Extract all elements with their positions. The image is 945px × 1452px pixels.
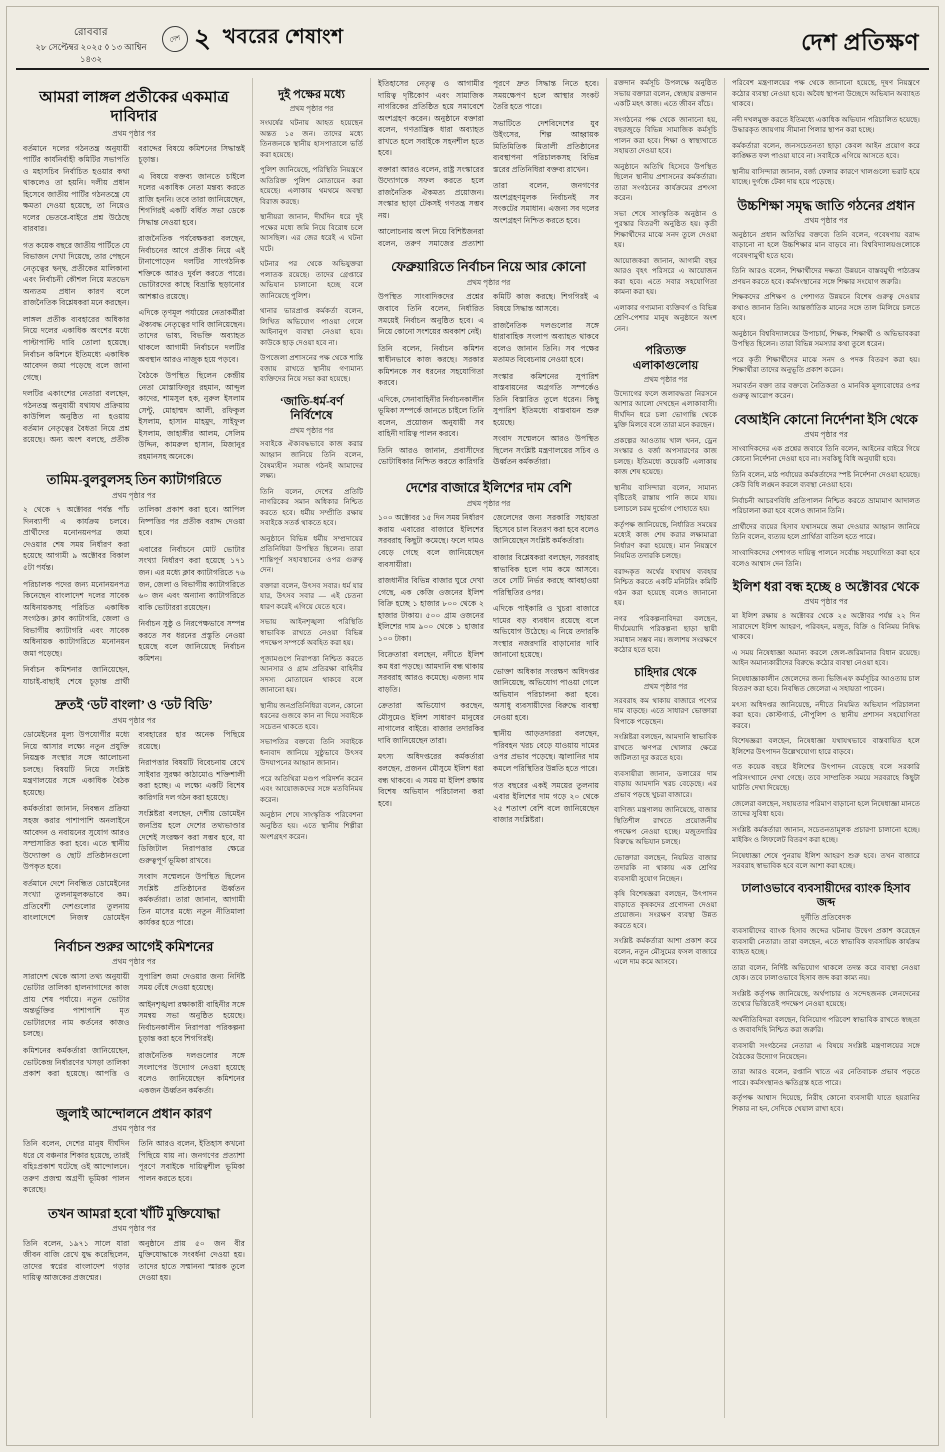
page-number: ২ — [194, 23, 211, 53]
paragraph: ১০০ অক্টোবর ১৫ দিন সময় নির্ধারণ করায় এবারের বাজারে ইলিশের সরবরাহ কিছুটা কমেছে। ফলে দামও বেড়ে গেছে বলে জানিয়েছেন ব্যবসায়ীরা। — [378, 513, 484, 569]
paragraph: উপজেলা প্রশাসনের পক্ষ থেকে শান্তি বজায় রাখতে স্থানীয় গণ্যমান্য ব্যক্তিদের নিয়ে সভা করা হয়েছে। — [260, 354, 363, 384]
paragraph: তিনি বলেন, ১৯৭১ সালে যারা জীবন বাজি রেখে যুদ্ধ করেছিলেন, তাদের স্বপ্নের বাংলাদেশ গড়ার দায়িত্ব আজকের প্রজন্মের। — [23, 1238, 130, 1283]
paragraph: সভায় আইনশৃঙ্খলা পরিস্থিতি স্বাভাবিক রাখতে নেওয়া বিভিন্ন পদক্ষেপ সম্পর্কে অবহিত করা হয়। — [260, 618, 363, 648]
paragraph: পুলিশ জানিয়েছে, পরিস্থিতি নিয়ন্ত্রণে অতিরিক্ত পুলিশ মোতায়েন করা হয়েছে। এলাকায় থমথমে অবস্থা বিরাজ করছে। — [260, 166, 363, 206]
paragraph: সংশ্লিষ্ট কর্মকর্তারা জানান, সচেতনতামূলক প্রচারণা চালানো হচ্ছে। মাইকিং ও লিফলেট বিতরণ করা হচ্ছে। — [732, 825, 920, 845]
publication-day: রোববার — [74, 27, 108, 38]
paragraph: অনুষ্ঠানে প্রায় ৫০ জন বীর মুক্তিযোদ্ধাকে সংবর্ধনা দেওয়া হয়। তাদের হাতে সম্মাননা স্মারক তুলে দেওয়া হয়। — [138, 1238, 245, 1283]
paragraph: এ সময় নিষেধাজ্ঞা অমান্য করলে জেল-জরিমানার বিধান রয়েছে। আইন অমান্যকারীদের বিরুদ্ধে কঠোর ব্যবস্থা নেওয়া হবে। — [732, 648, 920, 668]
paragraph: কমিশনের কর্মকর্তারা জানিয়েছেন, ভোটকেন্দ্র নির্ধারণের খসড়া তালিকা প্রকাশ করা হয়েছে। আপত্তি ও সুপারিশ জমা দেওয়ার জন্য নির্দিষ্ট সময় বেঁধে দেওয়া হয়েছে। — [23, 971, 245, 1079]
article-headline: দুই পক্ষের মধ্যে — [278, 89, 345, 101]
paragraph: গত কয়েক বছরে জাতীয় পার্টিতে যে বিভাজন দেখা দিয়েছে, তার পেছনে নেতৃত্বের দ্বন্দ্ব, প্রতীকের মালিকানা এবং নির্বাচনী কৌশল নিয়ে মতভেদ অন্যতম প্রধান কারণ বলে রাজনৈতিক বিশ্লেষকরা মনে করছেন। — [23, 240, 130, 308]
paragraph: এদিকে পাইকারি ও খুচরা বাজারে দামের বড় ব্যবধান রয়েছে বলে অভিযোগ উঠেছে। এ নিয়ে তদারকি সংস্থার নজরদারি বাড়ানোর দাবি জানানো হয়েছে। — [493, 604, 599, 660]
paragraph: এলাকার গণ্যমান্য ব্যক্তিবর্গ ও বিভিন্ন শ্রেণি-পেশার মানুষ অনুষ্ঠানে অংশ নেন। — [614, 303, 717, 333]
paragraph: এবারের নির্বাচনে মোট ভোটার সংখ্যা নির্ধারণ করা হয়েছে ১৭১ জন। এর মধ্যে ক্লাব ক্যাটাগরিতে ৭৬ জন, জেলা ও বিভাগীয় ক্যাটাগরিতে ৬০ জন এবং অন্যান্য ক্যাটাগরিতে বাকি ভোটাররা রয়েছেন। — [138, 544, 245, 612]
paragraph: পরে কৃতী শিক্ষার্থীদের মাঝে সনদ ও পদক বিতরণ করা হয়। শিক্ষার্থীরা তাদের অনুভূতি প্রকাশ করেন। — [732, 355, 920, 375]
article-columns — [16, 78, 929, 1418]
paragraph: নিষেধাজ্ঞা শেষে পুনরায় ইলিশ আহরণ শুরু হবে। তখন বাজারে সরবরাহ স্বাভাবিক হবে বলে আশা করা হচ্ছে। — [732, 851, 920, 871]
paragraph: ক্রেতারা অভিযোগ করছেন, মৌসুমেও ইলিশ সাধারণ মানুষের নাগালের বাইরে। বাজার তদারকির দাবি জানিয়েছেন তারা। — [378, 701, 484, 745]
article-byline: দুর্নীতি প্রতিবেদক — [801, 912, 851, 922]
paragraph: মৎস্য অধিদপ্তরের কর্মকর্তারা বলছেন, প্রজনন মৌসুমে ইলিশ ধরা বন্ধ থাকবে। এ সময় মা ইলিশ রক্ষায় বিশেষ অভিযান পরিচালনা করা হবে। — [378, 752, 484, 808]
paragraph: পরিচালক পদের জন্য মনোনয়নপত্র কিনেছেন বাংলাদেশ দলের সাবেক অধিনায়কসহ পরিচিত একাধিক সংগঠক। ক্লাব ক্যাটাগরি, জেলা ও বিভাগীয় ক্যাটাগরি এবং সাবেক অধিনায়ক ক্যাটাগরিতে মনোনয়ন জমা পড়েছে। — [23, 579, 130, 658]
article-headline: দেশের বাজারে ইলিশের দাম বেশি — [405, 480, 572, 496]
paragraph: এদিকে তৃণমূল পর্যায়ের নেতাকর্মীরা ঐক্যবদ্ধ নেতৃত্বের দাবি জানিয়েছেন। তাদের ভাষ্য, বিভক্তি অব্যাহত থাকলে আগামী নির্বাচনে দলটির অবস্থান আরও নাজুক হয়ে পড়বে। — [138, 308, 245, 364]
paragraph: ব্যবসায়ী সংগঠনের নেতারা এ বিষয়ে সংশ্লিষ্ট মন্ত্রণালয়ের সঙ্গে বৈঠকের উদ্যোগ নিয়েছেন। — [732, 1041, 920, 1061]
paragraph: সারাদেশ থেকে আসা তথ্য অনুযায়ী ভোটার তালিকা হালনাগাদের কাজ প্রায় শেষ পর্যায়ে। নতুন ভোটার অন্তর্ভুক্তির পাশাপাশি মৃত ভোটারদের নাম কর্তনের কাজও চলছে। — [23, 971, 130, 1039]
article-byline: প্রথম পৃষ্ঠার পর — [643, 682, 688, 692]
paragraph: পরে অতিথিরা মণ্ডপ পরিদর্শন করেন এবং আয়োজকদের সঙ্গে মতবিনিময় করেন। — [260, 774, 363, 804]
paragraph: তারা আরও বলেন, রপ্তানি খাতে এর নেতিবাচক প্রভাব পড়তে পারে। কর্মসংস্থানও ক্ষতিগ্রস্ত হতে পারে। — [732, 1068, 920, 1087]
paragraph: ব্যবসায়ীদের ব্যাংক হিসাব জব্দের ঘটনায় উদ্বেগ প্রকাশ করেছেন ব্যবসায়ী নেতারা। তারা বলছেন, এতে স্বাভাবিক ব্যবসায়িক কার্যক্রম ব্যাহত হচ্ছে। — [732, 927, 920, 957]
paragraph: সংগঠনের পক্ষ থেকে জানানো হয়, বছরজুড়ে বিভিন্ন সামাজিক কর্মসূচি পালন করা হবে। শিক্ষা ও স্বাস্থ্যখাতে সহায়তা দেওয়া হবে। — [614, 115, 717, 156]
article-byline: প্রথম পৃষ্ঠার পর — [112, 490, 156, 500]
article-body — [23, 1138, 245, 1196]
article-body — [378, 512, 599, 825]
paragraph: লাঙ্গল প্রতীক ব্যবহারের অধিকার নিয়ে দলের একাধিক অংশের মধ্যে পাল্টাপাল্টি দাবি তোলা হয়েছে। নির্বাচন কমিশনে ইতিমধ্যে একাধিক আবেদন জমা পড়েছে বলে জানা গেছে। — [23, 314, 130, 382]
article-headline: চাহিদার থেকে — [634, 666, 697, 679]
article-body — [378, 291, 599, 470]
paragraph: বিশেষজ্ঞরা বলছেন, নিষেধাজ্ঞা যথাযথভাবে বাস্তবায়িত হলে ইলিশের উৎপাদন উল্লেখযোগ্য হারে বাড়বে। — [732, 737, 920, 756]
paragraph: রাজনৈতিক পর্যবেক্ষকরা বলছেন, নির্বাচনের আগে প্রতীক নিয়ে এই টানাপোড়েন দলটির সাংগঠনিক শক্তিকে আরও দুর্বল করতে পারে। ভোটারদের কাছে বিভ্রান্তি ছড়ানোর আশঙ্কাও রয়েছে। — [138, 234, 245, 301]
paragraph: সংস্কার কমিশনের সুপারিশ বাস্তবায়নের অগ্রগতি সম্পর্কেও তিনি বিস্তারিত তুলে ধরেন। কিছু সুপারিশ ইতিমধ্যে বাস্তবায়ন শুরু হয়েছে। — [493, 371, 599, 427]
paragraph: বর্তমানে দলের গঠনতন্ত্র অনুযায়ী পার্টির কার্যনির্বাহী কমিটির সভাপতি ও মহাসচিব নির্বাচিত হওয়ার কথা থাকলেও তা হয়নি। দলীয় প্রধান হিসেবে জাতীয় পার্টির গঠনতন্ত্রে যে ক্ষমতা দেওয়া হয়েছে, তা নিয়েও দলের ভেতরে-বাইরে প্রশ্ন উঠেছে বারবার। — [23, 143, 130, 234]
column-3 — [370, 78, 606, 1418]
paragraph: তিনি বলেন, মাঠ পর্যায়ের কর্মকর্তাদের স্পষ্ট নির্দেশনা দেওয়া হয়েছে। কেউ বিধি লঙ্ঘন করলে ব্যবস্থা নেওয়া হবে। — [732, 470, 920, 490]
article-headline: জুলাই আন্দোলনে প্রধান কারণ — [56, 1106, 212, 1122]
paragraph: সভাটিতে দেশবিদেশের যুব উইংসের, শিল্প আহ্বায়ক মিতিমিতিক মিতালী প্রতিষ্ঠানের ব্যবস্থাপনা পরিচালকসহ বিভিন্ন স্তরের প্রতিনিধিরা বক্তব্য রাখেন। — [493, 118, 599, 174]
paragraph: সংশ্লিষ্টরা বলছেন, দেশীয় ডোমেইন জনপ্রিয় হলে দেশের তথ্যভাণ্ডার দেশেই সংরক্ষণ করা সম্ভব হবে, যা ডিজিটাল নিরাপত্তার ক্ষেত্রে গুরুত্বপূর্ণ ভূমিকা রাখবে। — [138, 809, 245, 865]
paragraph: শিক্ষকদের প্রশিক্ষণ ও পেশাগত উন্নয়নে বিশেষ গুরুত্ব দেওয়ার কথাও জানান তিনি। আন্তর্জাতিক মানের সঙ্গে তাল মিলিয়ে চলতে হবে। — [732, 293, 920, 323]
paragraph: তিনি আরও বলেন, ইতিহাস কখনো পিছিয়ে যায় না। জনগণের প্রত্যাশা পূরণে সবাইকে দায়িত্বশীল ভূমিকা পালন করতে হবে। — [138, 1139, 245, 1183]
article-byline: প্রথম পৃষ্ঠার পর — [289, 425, 334, 435]
column-2 — [252, 78, 370, 1418]
paragraph: এ বিষয়ে বক্তব্য জানতে চাইলে দলের একাধিক নেতা মন্তব্য করতে রাজি হননি। তবে তারা জানিয়েছেন, শিগগিরই একটি বর্ধিত সভা ডেকে সিদ্ধান্ত নেওয়া হবে। — [138, 171, 245, 227]
paragraph: সভা শেষে সাংস্কৃতিক অনুষ্ঠান ও পুরস্কার বিতরণী অনুষ্ঠিত হয়। কৃতী শিক্ষার্থীদের মাঝে সনদ তুলে দেওয়া হয়। — [614, 209, 717, 250]
brand-name: দেশ প্রতিক্ষণ — [801, 30, 919, 55]
paragraph: কর্মকর্তারা জানান, নিবন্ধন প্রক্রিয়া সহজ করার পাশাপাশি অনলাইনে আবেদন ও নবায়নের সুযোগ আরও সম্প্রসারিত করা হবে। এতে স্থানীয় উদ্যোক্তা ও ছোট প্রতিষ্ঠানগুলো উপকৃত হবে। — [23, 804, 130, 872]
paragraph: ইতিহাসের নেতৃত্ব ও আগামীর দায়িত্ব দৃষ্টিকোণ এবং সামাজিক নাগরিকের প্রতিষ্ঠিত হয়ে সমাবেশে অংশগ্রহণ করেন। অনুষ্ঠানে বক্তারা বলেন, গণতান্ত্রিক ধারা অব্যাহত রাখতে হলে সবাইকে সহনশীল হতে হবে। — [378, 79, 484, 158]
masthead-section-block — [162, 20, 801, 55]
article-byline: প্রথম পৃষ্ঠার পর — [804, 597, 848, 607]
paragraph: সাংবাদিকদের পেশাগত দায়িত্ব পালনে সর্বোচ্চ সহযোগিতা করা হবে বলেও আশ্বাস দেন তিনি। — [732, 548, 920, 568]
article-body — [23, 143, 245, 463]
paragraph: অনুষ্ঠানে বিশ্ববিদ্যালয়ের উপাচার্য, শিক্ষক, শিক্ষার্থী ও অভিভাবকরা উপস্থিত ছিলেন। তারা বিভিন্ন সমস্যার কথা তুলে ধরেন। — [732, 329, 920, 349]
paragraph: বাজার বিশ্লেষকরা বলছেন, সরবরাহ স্বাভাবিক হলে দাম কমে আসবে। তবে সেটি নির্ভর করছে আবহাওয়া পরিস্থিতির ওপর। — [493, 552, 599, 597]
article-headline: আমরা লাঙ্গল প্রতীকের একমাত্র দাবিদার — [39, 89, 229, 126]
paragraph: স্থানীয় জনপ্রতিনিধিরা বলেন, কোনো ধরনের গুজবে কান না দিয়ে সবাইকে সচেতন থাকতে হবে। — [260, 701, 363, 731]
paragraph: ভোক্তা অধিকার সংরক্ষণ অধিদপ্তর জানিয়েছে, অভিযোগ পাওয়া গেলে অভিযান পরিচালনা করা হবে। অসাধু ব্যবসায়ীদের বিরুদ্ধে ব্যবস্থা নেওয়া হবে। — [493, 666, 599, 722]
article-headline: পরিত্যক্ত এলাকাগুলোয় — [632, 345, 699, 372]
masthead — [16, 14, 929, 70]
masthead-brand-block — [801, 20, 919, 63]
column-1 — [16, 78, 252, 1418]
paragraph: অনুষ্ঠানে বিভিন্ন ধর্মীয় সম্প্রদায়ের প্রতিনিধিরা উপস্থিত ছিলেন। তারা শান্তিপূর্ণ সহাবস্থানের ওপর গুরুত্ব দেন। — [260, 534, 363, 575]
paragraph: স্থানীয় বাসিন্দারা বলেন, সামান্য বৃষ্টিতেই রাস্তায় পানি জমে যায়। চলাচলে চরম দুর্ভোগ পোহাতে হয়। — [614, 483, 717, 513]
article-byline: প্রথম পৃষ্ঠার পর — [804, 215, 848, 225]
paragraph: অনুষ্ঠান শেষে সাংস্কৃতিক পরিবেশনা অনুষ্ঠিত হয়। এতে স্থানীয় শিল্পীরা অংশগ্রহণ করেন। — [260, 811, 363, 841]
article-body — [378, 78, 599, 249]
paragraph: তারা বলেন, নির্দিষ্ট অভিযোগ থাকলে তদন্ত করে ব্যবস্থা নেওয়া হোক। তবে ঢালাওভাবে হিসাব জব্দ করা কাম্য নয়। — [732, 963, 920, 983]
paragraph: সাংবাদিকদের এক প্রশ্নের জবাবে তিনি বলেন, আইনের বাইরে গিয়ে কোনো নির্দেশনা দেওয়া হবে না। সবকিছু বিধি অনুযায়ী হবে। — [732, 444, 920, 464]
article-headline: তামিম-বুলবুলসহ তিন ক্যাটাগরিতে — [46, 472, 222, 488]
paragraph: অনুষ্ঠানে প্রধান অতিথির বক্তব্যে তিনি বলেন, গবেষণায় বরাদ্দ বাড়ানো না হলে উচ্চশিক্ষার মান বাড়বে না। বিশ্ববিদ্যালয়গুলোকে গবেষণামুখী হতে হবে। — [732, 230, 920, 260]
article-byline: প্রথম পৃষ্ঠার পর — [289, 104, 334, 114]
page-number-group — [162, 23, 211, 53]
paragraph: সংবাদ সম্মেলনে উপস্থিত ছিলেন সংশ্লিষ্ট প্রতিষ্ঠানের ঊর্ধ্বতন কর্মকর্তারা। তারা জানান, আগামী তিন মাসের মধ্যে নতুন নীতিমালা কার্যকর হতে পারে। — [138, 872, 245, 928]
paragraph: উদ্যোগের ফলে জলাবদ্ধতা নিরসনে আশার আলো দেখছেন এলাকাবাসী। দীর্ঘদিন ধরে চলা ভোগান্তি থেকে মুক্তি মিলবে বলে তারা মনে করছেন। — [614, 389, 717, 430]
paragraph: নির্বাচন সুষ্ঠু ও নিরপেক্ষভাবে সম্পন্ন করতে সব ধরনের প্রস্তুতি নেওয়া হয়েছে বলে জানিয়েছে নির্বাচন কমিশন। — [138, 619, 245, 663]
paragraph: জেলেদের জন্য সরকারি সহায়তা হিসেবে চাল বিতরণ করা হবে বলেও জানিয়েছেন সংশ্লিষ্ট কর্মকর্তারা। — [493, 513, 599, 546]
paragraph: তারা বলেন, জনগণের অংশগ্রহণমূলক নির্বাচনই সব সংকটের সমাধান। এজন্য সব দলের অংশগ্রহণ নিশ্চিত করতে হবে। — [493, 181, 599, 225]
article-headline: ফেব্রুয়ারিতে নির্বাচন নিয়ে আর কোনো — [391, 259, 586, 275]
paragraph: তিনি বলেন, দেশের মানুষ দীর্ঘদিন ধরে যে বঞ্চনার শিকার হয়েছে, তারই বহিঃপ্রকাশ ঘটেছে ওই আন্দোলনে। তরুণ প্রজন্ম অগ্রণী ভূমিকা পালন করেছে। — [23, 1139, 130, 1195]
paragraph: নিষেধাজ্ঞাকালীন জেলেদের জন্য ভিজিএফ কর্মসূচির আওতায় চাল বিতরণ করা হবে। নিবন্ধিত জেলেরা এ সহায়তা পাবেন। — [732, 674, 920, 694]
paragraph: ভোক্তারা বলছেন, নিয়মিত বাজার তদারকি না থাকায় এক শ্রেণির ব্যবসায়ী সুযোগ নিচ্ছেন। — [614, 853, 717, 883]
paragraph: বৈঠকে উপস্থিত ছিলেন কেন্দ্রীয় নেতা মোস্তাফিজুর রহমান, আব্দুল কাদের, শামসুল হক, নুরুল ইসলাম সেন্টু, মোহাম্মদ আলী, রফিকুল ইসলাম, হাসান মাহমুদ, সাইফুল ইসলাম, জাহাঙ্গীর আলম, সেলিম উদ্দিন, কামরুল হাসান, মিজানুর রহমানসহ অনেকে। — [138, 371, 245, 461]
paragraph: মৎস্য অধিদপ্তর জানিয়েছে, নদীতে নিয়মিত অভিযান পরিচালনা করা হবে। কোস্টগার্ড, নৌপুলিশ ও স্থানীয় প্রশাসন সহযোগিতা করবে। — [732, 700, 920, 730]
paragraph: বক্তারা বলেন, উৎসব সবার। ধর্ম যার যার, উৎসব সবার — এই চেতনা ধারণ করেই এগিয়ে যেতে হবে। — [260, 581, 363, 611]
article-headline: ইলিশ ধরা বন্ধ হচ্ছে ৪ অক্টোবর থেকে — [732, 579, 920, 595]
paragraph: কর্মকর্তারা বলেন, জনসচেতনতা ছাড়া কেবল আইন প্রয়োগ করে কাঙ্ক্ষিত ফল পাওয়া যাবে না। সবাইকে এগিয়ে আসতে হবে। — [732, 141, 920, 161]
paragraph: গত কয়েক বছরে ইলিশের উৎপাদন বেড়েছে বলে সরকারি পরিসংখ্যানে দেখা গেছে। তবে সাম্প্রতিক সময়ে সরবরাহে কিছুটা ঘাটতি দেখা দিয়েছে। — [732, 763, 920, 793]
article-headline: উচ্চশিক্ষা সমৃদ্ধ জাতি গঠনের প্রধান — [737, 197, 915, 213]
paragraph: স্থানীয় আড়তদাররা বলছেন, পরিবহন খরচ বেড়ে যাওয়ায় দামের ওপর প্রভাব পড়েছে। জ্বালানির দাম কমলে পরিস্থিতির উন্নতি হতে পারে। — [493, 729, 599, 773]
article-byline: প্রথম পৃষ্ঠার পর — [112, 957, 156, 967]
paragraph: থানার ভারপ্রাপ্ত কর্মকর্তা বলেন, লিখিত অভিযোগ পাওয়া গেলে আইনানুগ ব্যবস্থা নেওয়া হবে। কাউকে ছাড় দেওয়া হবে না। — [260, 307, 363, 347]
paragraph: তিনি আরও বলেন, শিক্ষার্থীদের দক্ষতা উন্নয়নে বাস্তবমুখী পাঠ্যক্রম প্রণয়ন করতে হবে। কর্মসংস্থানের সঙ্গে শিক্ষার সংযোগ জরুরি। — [732, 267, 920, 286]
paragraph: পূজামণ্ডপে নিরাপত্তা নিশ্চিত করতে আনসার ও গ্রাম প্রতিরক্ষা বাহিনীর সদস্য মোতায়েন থাকবে বলে জানানো হয়। — [260, 654, 363, 695]
paragraph: নদী দখলমুক্ত করতে ইতিমধ্যে একাধিক অভিযান পরিচালিত হয়েছে। উদ্ধারকৃত জায়গায় সীমানা পিলার স্থাপন করা হচ্ছে। — [732, 115, 920, 135]
paragraph: রাজনৈতিক দলগুলোর সঙ্গে ধারাবাহিক সংলাপ অব্যাহত থাকবে বলেও জানান তিনি। সব পক্ষের মতামত বিবেচনায় নেওয়া হবে। — [493, 320, 599, 365]
paragraph: কর্তৃপক্ষ আশ্বাস দিয়েছে, নিরীহ কোনো ব্যবসায়ী যাতে হয়রানির শিকার না হন, সেদিকে খেয়াল রাখা হবে। — [732, 1094, 920, 1113]
article-body — [23, 504, 245, 687]
paragraph: সভাপতির বক্তব্যে তিনি সবাইকে ধন্যবাদ জানিয়ে সুষ্ঠুভাবে উৎসব উদযাপনের আহ্বান জানান। — [260, 738, 363, 768]
paragraph: গত বছরের একই সময়ের তুলনায় এবার ইলিশের দাম গড়ে ২০ থেকে ২৫ শতাংশ বেশি বলে জানিয়েছেন বাজার সংশ্লিষ্টরা। — [493, 780, 599, 825]
paragraph: উপস্থিত সাংবাদিকদের প্রশ্নের জবাবে তিনি বলেন, নির্ধারিত সময়েই নির্বাচন অনুষ্ঠিত হবে। এ নিয়ে কোনো সংশয়ের অবকাশ নেই। — [378, 292, 484, 337]
paragraph: জেলেরা বলছেন, সহায়তার পরিমাণ বাড়ানো হলে নিষেধাজ্ঞা মানতে তাদের সুবিধা হবে। — [732, 799, 920, 819]
paragraph: কর্তৃপক্ষ জানিয়েছে, নির্ধারিত সময়ের মধ্যেই কাজ শেষ করার লক্ষ্যমাত্রা নির্ধারণ করা হয়েছে। মান নিয়ন্ত্রণে নিয়মিত তদারকি চলছে। — [614, 520, 717, 561]
paragraph: বিক্রেতারা বলছেন, নদীতে ইলিশ কম ধরা পড়ছে। আমদানি বন্ধ থাকায় সরবরাহ আরও কমেছে। এজন্য দাম বাড়তি। — [378, 650, 484, 694]
article-byline: প্রথম পৃষ্ঠার পর — [112, 1224, 156, 1233]
paragraph: নির্বাচনী আচরণবিধি প্রতিপালন নিশ্চিত করতে ভ্রাম্যমাণ আদালত পরিচালনা করা হবে বলেও জানান তিনি। — [732, 496, 920, 516]
paragraph: অনুষ্ঠানে অতিথি হিসেবে উপস্থিত ছিলেন স্থানীয় প্রশাসনের কর্মকর্তারা। তারা সংগঠনের কার্যক্রমের প্রশংসা করেন। — [614, 162, 717, 203]
paragraph: সমাবর্তন বক্তা তার বক্তব্যে নৈতিকতা ও মানবিক মূল্যবোধের ওপর গুরুত্ব আরোপ করেন। — [732, 381, 920, 401]
paragraph: মা ইলিশ রক্ষায় ৪ অক্টোবর থেকে ২৫ অক্টোবর পর্যন্ত ২২ দিন সারাদেশে ইলিশ আহরণ, পরিবহন, মজুত, বিক্রি ও বিনিময় নিষিদ্ধ থাকবে। — [732, 612, 920, 642]
article-body — [23, 1238, 245, 1289]
paragraph: অর্থনীতিবিদরা বলছেন, বিনিয়োগ পরিবেশ স্বাভাবিক রাখতে স্বচ্ছতা ও জবাবদিহি নিশ্চিত করা জরুরি। — [732, 1015, 920, 1035]
column-4 — [606, 78, 724, 1418]
paragraph: তিনি বলেন, দেশের প্রতিটি নাগরিকের সমান অধিকার নিশ্চিত করতে হবে। ধর্মীয় সম্প্রীতি রক্ষায় সবাইকে সতর্ক থাকতে হবে। — [260, 487, 363, 528]
article-byline: প্রথম পৃষ্ঠার পর — [112, 128, 156, 138]
article-byline: প্রথম পৃষ্ঠার পর — [804, 430, 848, 440]
paragraph: রাজধানীর বিভিন্ন বাজার ঘুরে দেখা গেছে, এক কেজি ওজনের ইলিশ বিক্রি হচ্ছে ১ হাজার ৮০০ থেকে ২ হাজার টাকায়। ৫০০ গ্রাম ওজনের ইলিশের দাম ৯০০ থেকে ১ হাজার ১০০ টাকা। — [378, 576, 484, 643]
paragraph: সংবাদ সম্মেলনে আরও উপস্থিত ছিলেন সংশ্লিষ্ট মন্ত্রণালয়ের সচিব ও ঊর্ধ্বতন কর্মকর্তারা। — [493, 434, 599, 467]
article-byline: প্রথম পৃষ্ঠার পর — [466, 498, 511, 508]
paragraph: বক্তারা আরও বলেন, রাষ্ট্র সংস্কারের উদ্যোগকে সফল করতে হলে রাজনৈতিক ঐকমত্য প্রয়োজন। সংস্কার ছাড়া টেকসই গণতন্ত্র সম্ভব নয়। — [378, 164, 484, 220]
paragraph: প্রার্থীদের ব্যয়ের হিসাব যথাসময়ে জমা দেওয়ার আহ্বান জানিয়ে তিনি বলেন, ব্যত্যয় হলে প্রার্থিতা বাতিল হতে পারে। — [732, 522, 920, 542]
paragraph: নগর পরিকল্পনাবিদরা বলছেন, দীর্ঘমেয়াদি পরিকল্পনা ছাড়া স্থায়ী সমাধান সম্ভব নয়। জলাশয় সংরক্ষণে কঠোর হতে হবে। — [614, 614, 717, 655]
column-5 — [724, 78, 927, 1418]
paragraph: কৃষি বিশেষজ্ঞরা বলছেন, উৎপাদন বাড়াতে কৃষকদের প্রণোদনা দেওয়া প্রয়োজন। সংরক্ষণ ব্যবস্থা উন্নত করতে হবে। — [614, 890, 717, 930]
paragraph: দলটির একাংশের নেতারা বলছেন, গঠনতন্ত্র অনুযায়ী যথাযথ প্রক্রিয়ায় কাউন্সিল অনুষ্ঠিত না হওয়ায় বর্তমান নেতৃত্বের বৈধতা নিয়ে প্রশ্ন রয়েছে। অন্য অংশ বলছে, প্রতীক বরাদ্দের বিষয়ে কমিশনের সিদ্ধান্তই চূড়ান্ত। — [23, 143, 245, 445]
article-body — [23, 729, 245, 929]
paragraph: সংঘর্ষের ঘটনায় আহত হয়েছেন অন্তত ১৫ জন। তাদের মধ্যে তিনজনকে স্থানীয় হাসপাতালে ভর্তি করা হয়েছে। — [260, 119, 363, 159]
paragraph: বরাদ্দকৃত অর্থের যথাযথ ব্যবহার নিশ্চিত করতে একটি মনিটরিং কমিটি গঠন করা হয়েছে বলেও জানানো হয়। — [614, 567, 717, 608]
paragraph: পরিবেশ মন্ত্রণালয়ের পক্ষ থেকে জানানো হয়েছে, দূষণ নিয়ন্ত্রণে কঠোর ব্যবস্থা নেওয়া হবে। অবৈধ স্থাপনা উচ্ছেদে অভিযান অব্যাহত থাকবে। — [732, 79, 920, 109]
article-body — [23, 971, 245, 1096]
paragraph: স্থানীয় বাসিন্দারা জানান, বর্জ্য ফেলার কারণে খালগুলো ভরাট হয়ে যাচ্ছে। দুর্গন্ধে টেকা দায় হয়ে পড়েছে। — [732, 167, 920, 187]
paragraph: আলোচনায় অংশ নিয়ে বিশিষ্টজনরা বলেন, তরুণ সমাজের প্রত্যাশা পূরণে দ্রুত সিদ্ধান্ত নিতে হবে। সময়ক্ষেপণ হলে আস্থার সংকট তৈরি হতে পারে। — [378, 79, 599, 248]
paragraph: বর্তমানে দেশে নিবন্ধিত ডোমেইনের সংখ্যা তুলনামূলকভাবে কম। প্রতিবেশী দেশগুলোর তুলনায় বাংলাদেশে নিজস্ব ডোমেইন ব্যবহারের হার অনেক পিছিয়ে রয়েছে। — [23, 730, 245, 923]
article-headline: বেআইনি কোনো নির্দেশনা ইসি থেকে — [734, 411, 918, 427]
paragraph: রক্তদান কর্মসূচি উপলক্ষে অনুষ্ঠিত সভায় বক্তারা বলেন, স্বেচ্ছায় রক্তদান একটি মহৎ কাজ। এতে জীবন বাঁচে। — [614, 79, 717, 109]
paragraph: সংশ্লিষ্ট কর্মকর্তারা আশা প্রকাশ করে বলেন, নতুন মৌসুমের ফসল বাজারে এলে দাম কমে আসবে। — [614, 937, 717, 967]
masthead-date-block — [26, 20, 156, 65]
paragraph: তিনি আরও জানান, প্রবাসীদের ভোটাধিকার নিশ্চিত করতে কারিগরি কমিটি কাজ করছে। শিগগিরই এ বিষয়ে সিদ্ধান্ত আসবে। — [378, 292, 599, 467]
paragraph: আয়োজকরা জানান, আগামী বছর আরও বৃহৎ পরিসরে এ আয়োজন করা হবে। এতে সবার সহযোগিতা কামনা করা হয়। — [614, 256, 717, 297]
paragraph: সবাইকে ঐক্যবদ্ধভাবে কাজ করার আহ্বান জানিয়ে তিনি বলেন, বৈষম্যহীন সমাজ গঠনই আমাদের লক্ষ্য। — [260, 440, 363, 481]
paragraph: ঘটনার পর থেকে অভিযুক্তরা পলাতক রয়েছে। তাদের গ্রেপ্তারে অভিযান চালানো হচ্ছে বলে জানিয়েছে পুলিশ। — [260, 260, 363, 300]
paragraph: ব্যবসায়ীরা জানান, ডলারের দাম বাড়ায় আমদানি খরচ বেড়েছে। এর প্রভাব পড়ছে খুচরা বাজারে। — [614, 769, 717, 799]
article-byline: প্রথম পৃষ্ঠার পর — [112, 715, 156, 725]
paragraph: সংশ্লিষ্টরা বলছেন, আমদানি স্বাভাবিক রাখতে ঋণপত্র খোলার ক্ষেত্রে জটিলতা দূর করতে হবে। — [614, 733, 717, 763]
article-byline: প্রথম পৃষ্ঠার পর — [466, 277, 511, 287]
paragraph: সরবরাহ কম থাকায় বাজারে পণ্যের দাম বাড়ছে। এতে সাধারণ ভোক্তারা বিপাকে পড়েছেন। — [614, 696, 717, 726]
article-headline: নির্বাচন শুরুর আগেই কমিশনের — [54, 938, 214, 954]
paragraph: স্থানীয়রা জানান, দীর্ঘদিন ধরে দুই পক্ষের মধ্যে জমি নিয়ে বিরোধ চলে আসছিল। এর জের ধরেই এ ঘটনা ঘটে। — [260, 213, 363, 253]
paragraph: বাণিজ্য মন্ত্রণালয় জানিয়েছে, বাজার স্থিতিশীল রাখতে প্রয়োজনীয় পদক্ষেপ নেওয়া হচ্ছে। মজুতদারির বিরুদ্ধে অভিযান চলছে। — [614, 806, 717, 847]
paragraph: এদিকে, সেনাবাহিনীর নির্বাচনকালীন ভূমিকা সম্পর্কে জানতে চাইলে তিনি বলেন, প্রয়োজন অনুযায়ী সব বাহিনী দায়িত্ব পালন করবে। — [378, 394, 484, 439]
paragraph: সংশ্লিষ্ট কর্তৃপক্ষ জানিয়েছে, অর্থপাচার ও সন্দেহজনক লেনদেনের তথ্যের ভিত্তিতেই পদক্ষেপ নেওয়া হয়েছে। — [732, 989, 920, 1009]
article-byline: প্রথম পৃষ্ঠার পর — [112, 1124, 156, 1134]
paragraph: আইনশৃঙ্খলা রক্ষাকারী বাহিনীর সঙ্গে সমন্বয় সভা অনুষ্ঠিত হয়েছে। নির্বাচনকালীন নিরাপত্তা পরিকল্পনা চূড়ান্ত করা হবে শিগগিরই। — [138, 999, 245, 1044]
paragraph: রাজনৈতিক দলগুলোর সঙ্গে সংলাপের উদ্যোগ নেওয়া হয়েছে বলেও জানিয়েছেন কমিশনের একজন ঊর্ধ্বতন কর্মকর্তা। — [138, 1050, 245, 1095]
article-headline: ঢালাওভাবে ব্যবসায়ীদের ব্যাংক হিসাব জব্দ — [741, 882, 911, 910]
article-headline: দ্রুতই ‘ডট বাংলা’ ও ‘ডট বিডি’ — [55, 697, 213, 713]
paragraph: প্রকল্পের আওতায় খাল খনন, ড্রেন সংস্কার ও বর্জ্য অপসারণের কাজ চলছে। ইতিমধ্যে কয়েকটি এলাকায় কাজ শেষ হয়েছে। — [614, 436, 717, 477]
publication-date: ২৮ সেপ্টেম্বর ২০২৫ ◊ ১৩ আশ্বিন ১৪৩২ — [35, 41, 147, 64]
paragraph: নির্বাচন কমিশনার জানিয়েছেন, যাচাই-বাছাই শেষে চূড়ান্ত প্রার্থী তালিকা প্রকাশ করা হবে। আপিল নিষ্পত্তির পর প্রতীক বরাদ্দ দেওয়া হবে। — [23, 505, 245, 686]
article-byline: প্রথম পৃষ্ঠার পর — [643, 375, 688, 385]
paragraph: নিরাপত্তার বিষয়টি বিবেচনায় রেখে সাইবার সুরক্ষা কাঠামোও শক্তিশালী করা হচ্ছে। এ লক্ষ্যে একটি বিশেষ কারিগরি দল গঠন করা হয়েছে। — [138, 758, 245, 802]
article-headline: তখন আমরা হবো খাঁটি মুক্তিযোদ্ধা — [48, 1205, 220, 1221]
article-headline: ‘জাতি-ধর্ম-বর্ণ নির্বিশেষে — [279, 395, 344, 423]
paragraph: তিনি বলেন, নির্বাচন কমিশন স্বাধীনভাবে কাজ করছে। সরকার কমিশনকে সব ধরনের সহযোগিতা করবে। — [378, 343, 484, 388]
section-title: খবরের শেষাংশ — [222, 26, 344, 48]
paragraph: ডোমেইনের মূল্য উপযোগীর মধ্যে নিয়ে আসার লক্ষ্যে নতুন প্রযুক্তি নিয়ন্ত্রক সংস্থার সঙ্গে আলোচনা চলছে। বিষয়টি নিয়ে সংশ্লিষ্ট মন্ত্রণালয়ের সঙ্গে একাধিক বৈঠক হয়েছে। — [23, 730, 130, 797]
paragraph: ২ থেকে ৭ অক্টোবর পর্যন্ত পাঁচ দিনব্যাপী এ কার্যক্রম চলবে। প্রার্থীদের মনোনয়নপত্র জমা দেওয়ার শেষ সময় নির্ধারণ করা হয়েছে আগামী ৯ অক্টোবর বিকাল ৫টা পর্যন্ত। — [23, 505, 130, 572]
seal-icon: দেশ — [160, 23, 191, 54]
